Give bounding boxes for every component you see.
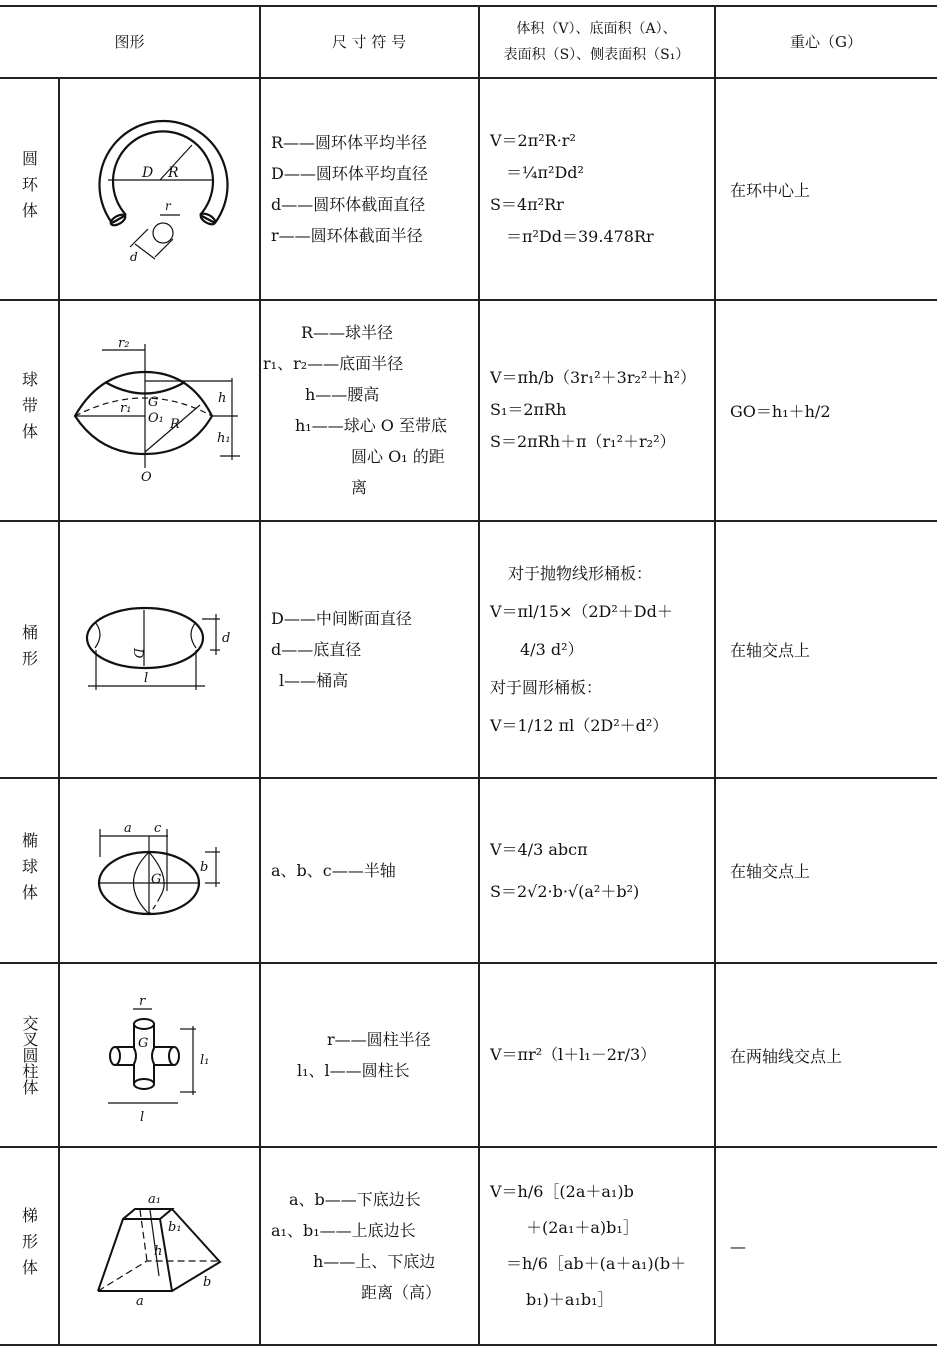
row-name-torus: [0, 79, 58, 299]
symbols-frustum-prism: [261, 1148, 478, 1344]
formula-line: V＝πr²（l＋l₁－2r/3）: [490, 1045, 657, 1064]
header-formulas-line2: 表面积（S）、侧表面积（S₁）: [503, 47, 690, 63]
symbol-line: D——圆环体平均直径: [271, 164, 428, 183]
row-name-label: 梯形体: [19, 1207, 39, 1285]
svg-text:D: D: [142, 165, 154, 181]
symbol-line: D——中间断面直径: [271, 609, 412, 628]
header-figure: [0, 7, 259, 77]
svg-text:h: h: [218, 391, 227, 406]
centroid-ellipsoid: [716, 779, 937, 962]
barrel-diagram-icon: [60, 522, 259, 777]
symbol-line: h₁——球心 O 至带底: [295, 416, 448, 435]
row-name-ellipsoid: [0, 779, 58, 962]
formula-line: V＝1/12 πl（2D²＋d²）: [490, 715, 669, 735]
figure-cross-cylinder: [60, 964, 259, 1146]
formula-line: 对于抛物线形桶板：: [508, 563, 653, 583]
row-name-label: 圆环体: [19, 150, 39, 228]
row-name-label: 桶形: [19, 623, 39, 676]
formula-line: V＝h/6［(2a＋a₁)b: [490, 1182, 634, 1201]
symbol-line: h——腰高: [305, 385, 380, 404]
svg-text:h: h: [154, 1244, 163, 1259]
svg-text:h₁: h₁: [217, 431, 231, 446]
svg-text:r₂: r₂: [118, 336, 130, 351]
symbol-line: 离: [351, 478, 368, 497]
row-name-cross-cylinder: [0, 964, 58, 1146]
figure-spherical-zone: [60, 300, 259, 520]
svg-text:l: l: [140, 1110, 145, 1125]
formula-line: 对于圆形桶板：: [490, 677, 603, 697]
centroid-label: 在环中心上: [730, 180, 811, 200]
formula-line: S₁＝2πRh: [490, 400, 567, 419]
formula-line: 4/3 d²）: [520, 639, 584, 659]
figure-barrel: [60, 522, 259, 777]
svg-text:l: l: [144, 671, 149, 686]
svg-text:a₁: a₁: [148, 1192, 161, 1207]
symbol-line: r——圆柱半径: [327, 1030, 431, 1049]
centroid-spherical-zone: [716, 300, 937, 520]
centroid-frustum-prism: [716, 1148, 937, 1344]
formulas-frustum-prism: [480, 1148, 714, 1344]
formulas-cross-cylinder: [480, 964, 714, 1146]
header-symbols-label: 尺 寸 符 号: [331, 33, 407, 51]
header-centroid-label: 重心（G）: [790, 33, 862, 51]
symbols-cross-cylinder: [261, 964, 478, 1146]
formula-line: V＝πl/15×（2D²＋Dd＋: [490, 601, 673, 621]
svg-text:a: a: [136, 1294, 144, 1309]
bottom-rule: [0, 1344, 937, 1346]
svg-text:l₁: l₁: [200, 1053, 210, 1068]
formula-line: b₁)＋a₁b₁］: [526, 1290, 614, 1309]
cross-cylinder-diagram-icon: [60, 964, 259, 1146]
ellipsoid-diagram-icon: [60, 779, 259, 962]
row-name-barrel: [0, 522, 58, 777]
svg-text:R: R: [168, 165, 179, 181]
svg-text:b₁: b₁: [168, 1220, 182, 1235]
formula-line: V＝πh/b（3r₁²＋3r₂²＋h²）: [490, 368, 697, 387]
row-name-label: 椭球体: [19, 831, 39, 910]
row-name-spherical-zone: [0, 300, 58, 520]
symbol-line: a、b、c——半轴: [271, 861, 396, 880]
header-figure-label: 图形: [114, 33, 145, 51]
svg-text:G: G: [151, 872, 162, 887]
spherical-zone-diagram-icon: [60, 300, 259, 520]
svg-text:d: d: [222, 631, 231, 646]
formula-line: V＝4/3 abcπ: [490, 839, 588, 859]
symbol-line: R——球半径: [301, 323, 394, 342]
figure-frustum-prism: [60, 1148, 259, 1344]
header-formulas-line1: 体积（V）、底面积（A）、: [516, 21, 677, 37]
header-centroid: [715, 7, 937, 77]
symbol-line: 距离（高）: [361, 1283, 442, 1302]
svg-text:O₁: O₁: [148, 411, 164, 426]
svg-text:R: R: [170, 417, 180, 432]
symbol-line: h——上、下底边: [313, 1252, 436, 1271]
svg-text:r: r: [139, 994, 146, 1009]
formulas-barrel: [480, 522, 714, 777]
symbol-line: r₁、r₂——底面半径: [263, 354, 404, 373]
symbol-line: l₁、l——圆柱长: [297, 1061, 410, 1080]
torus-diagram-icon: [60, 79, 259, 299]
symbol-line: l——桶高: [279, 671, 349, 690]
svg-text:D: D: [130, 648, 145, 659]
symbols-barrel: [261, 522, 478, 777]
row-name-label: 交叉圆柱体: [20, 1015, 39, 1095]
svg-text:b: b: [200, 860, 209, 875]
symbol-line: a₁、b₁——上底边长: [271, 1221, 416, 1240]
svg-text:G: G: [138, 1036, 149, 1051]
svg-text:r: r: [165, 199, 171, 213]
formula-line: S＝4π²Rr: [490, 195, 564, 214]
symbol-line: d——圆环体截面直径: [271, 195, 426, 214]
symbol-line: a、b——下底边长: [289, 1190, 421, 1209]
svg-text:c: c: [154, 821, 162, 836]
centroid-label: —: [730, 1236, 746, 1256]
formula-line: ＝h/6［ab＋(a＋a₁)(b＋: [506, 1254, 687, 1273]
row-name-label: 球带体: [19, 371, 39, 449]
centroid-label: 在轴交点上: [730, 862, 811, 881]
symbols-spherical-zone: [261, 300, 478, 520]
figure-ellipsoid: [60, 779, 259, 962]
formula-line: ＝π²Dd＝39.478Rr: [506, 227, 654, 246]
formula-line: S＝2πRh＋π（r₁²＋r₂²）: [490, 432, 676, 451]
centroid-barrel: [716, 522, 937, 777]
svg-text:G: G: [148, 395, 159, 410]
symbol-line: r——圆环体截面半径: [271, 226, 423, 245]
symbols-ellipsoid: [261, 779, 478, 962]
formulas-spherical-zone: [480, 300, 714, 520]
header-formulas: [479, 7, 714, 77]
formula-line: V＝2π²R·r²: [490, 131, 576, 150]
symbol-line: d——底直径: [271, 640, 362, 659]
svg-text:r₁: r₁: [120, 401, 132, 416]
formulas-torus: [480, 79, 714, 299]
centroid-label: GO＝h₁＋h/2: [730, 401, 831, 421]
symbol-line: R——圆环体平均半径: [271, 133, 428, 152]
formulas-ellipsoid: [480, 779, 714, 962]
frustum-prism-diagram-icon: [60, 1148, 259, 1344]
formula-line: S＝2√2·b·√(a²＋b²): [490, 881, 640, 901]
svg-text:O: O: [141, 470, 152, 485]
header-symbols: [260, 7, 478, 77]
svg-text:a: a: [124, 821, 132, 836]
formula-line: ＝¼π²Dd²: [506, 163, 584, 182]
centroid-label: 在轴交点上: [730, 641, 811, 660]
symbol-line: 圆心 O₁ 的距: [351, 447, 445, 466]
symbols-torus: [261, 79, 478, 299]
svg-text:b: b: [203, 1275, 212, 1290]
figure-torus: [60, 79, 259, 299]
centroid-torus: [716, 79, 937, 299]
svg-text:d: d: [130, 250, 138, 264]
centroid-label: 在两轴线交点上: [730, 1046, 843, 1066]
formula-line: ＋(2a₁＋a)b₁］: [526, 1218, 639, 1237]
row-name-frustum-prism: [0, 1148, 58, 1344]
centroid-cross-cylinder: [716, 964, 937, 1146]
